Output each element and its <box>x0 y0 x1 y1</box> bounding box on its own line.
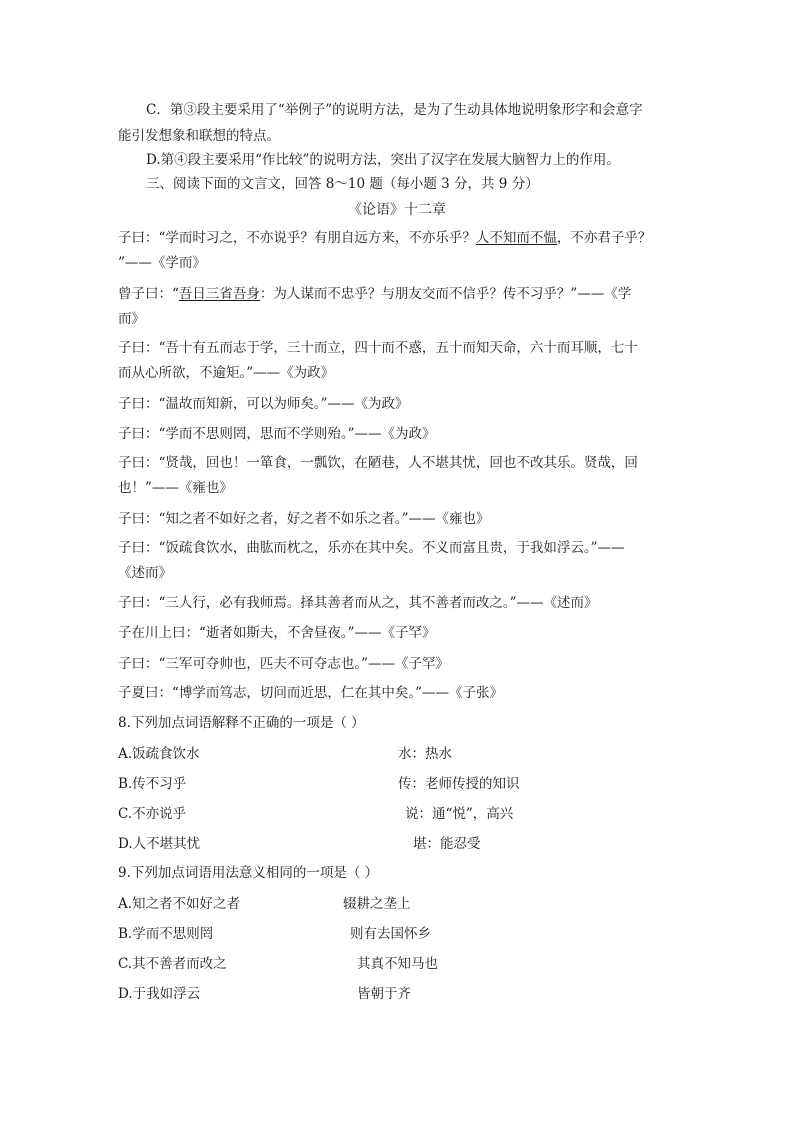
question-8-option-c: C.不亦说乎 <box>118 806 187 822</box>
passage-title: 《论语》十二章 <box>348 202 446 218</box>
question-9-option-a-compare: 辍耕之垄上 <box>343 896 411 912</box>
passage-2-underlined: 吾日三省吾身 <box>178 286 260 302</box>
passage-3-line2: 而从心所欲，不逾矩。”——《为政》 <box>118 365 335 381</box>
passage-4: 子曰：“温故而知新，可以为师矣。”——《为政》 <box>118 396 409 412</box>
passage-1-text-b: ，不亦君子乎？ <box>556 230 652 246</box>
passage-2-text-b: ：为人谋而不忠乎？与朋友交而不信乎？传不习乎？”——《学 <box>259 286 632 302</box>
question-8-option-b: B.传不习乎 <box>118 776 187 792</box>
question-9-option-c: C.其不善者而改之 <box>118 956 227 972</box>
passage-10: 子在川上曰：“逝者如斯夫，不舍昼夜。”——《子罕》 <box>118 625 436 641</box>
passage-1-underlined: 人不知而不愠 <box>475 230 557 246</box>
question-8-option-b-gloss: 传：老师传授的知识 <box>398 776 520 792</box>
question-9-option-b-compare: 则有去国怀乡 <box>350 926 431 942</box>
passage-7: 子曰：“知之者不如好之者，好之者不如乐之者。”——《雍也》 <box>118 511 490 527</box>
passage-2-line1 <box>118 285 631 303</box>
passage-11: 子曰：“三军可夺帅也，匹夫不可夺志也。”——《子罕》 <box>118 656 450 672</box>
question-9-option-d: D.于我如浮云 <box>118 986 201 1002</box>
question-8-option-a: A.饭疏食饮水 <box>118 746 200 762</box>
passage-5: 子曰：“学而不思则罔，思而不学则殆。”——《为政》 <box>118 426 436 442</box>
passage-6-line1: 子曰：“贤哉，回也！一箪食，一瓢饮，在陋巷，人不堪其忧，回也不改其乐。贤哉，回 <box>118 455 638 471</box>
passage-9: 子曰：“三人行，必有我师焉。择其善者而从之，其不善者而改之。”——《述而》 <box>118 595 598 611</box>
question-8-option-d-gloss: 堪：能忍受 <box>413 836 481 852</box>
passage-6-line2: 也！”——《雍也》 <box>118 480 233 496</box>
passage-1-line2: ”——《学而》 <box>118 255 206 271</box>
question-9-option-b: B.学而不思则罔 <box>118 926 214 942</box>
question-9-option-a: A.知之者不如好之者 <box>118 896 241 912</box>
question-9-stem: 9.下列加点词语用法意义相同的一项是（ ） <box>118 865 379 881</box>
option-c-line1: C．第③段主要采用了“举例子”的说明方法，是为了生动具体地说明象形字和会意字 <box>146 102 643 118</box>
question-9-option-c-compare: 其真不知马也 <box>357 956 438 972</box>
question-8-stem: 8.下列加点词语解释不正确的一项是（ ） <box>118 715 365 731</box>
option-d-line: D.第④段主要采用“作比较”的说明方法，突出了汉字在发展大脑智力上的作用。 <box>146 152 620 168</box>
passage-2-line2: 而》 <box>118 311 145 327</box>
section3-heading: 三、阅读下面的文言文，回答 8～10 题（每小题 3 分，共 9 分） <box>146 176 539 192</box>
question-9-option-d-compare: 皆朝于齐 <box>357 986 411 1002</box>
passage-8-line2: 《述而》 <box>118 565 172 581</box>
question-8-option-a-gloss: 水：热水 <box>398 746 452 762</box>
option-c-line2: 能引发想象和联想的特点。 <box>118 128 280 144</box>
passage-2-text-a: 曾子曰：“ <box>118 286 179 302</box>
passage-1-line1 <box>118 229 651 247</box>
passage-12: 子夏曰：“博学而笃志，切问而近思，仁在其中矣。”——《子张》 <box>118 685 504 701</box>
question-8-option-c-gloss: 说：通“悦”，高兴 <box>405 806 514 822</box>
passage-8-line1: 子曰：“饭疏食饮水，曲肱而枕之，乐亦在其中矣。不义而富且贵，于我如浮云。”—— <box>118 540 625 556</box>
passage-1-text-a: 子曰：“学而时习之，不亦说乎？有朋自远方来，不亦乐乎？ <box>118 230 476 246</box>
question-8-option-d: D.人不堪其忧 <box>118 836 201 852</box>
passage-3-line1: 子曰：“吾十有五而志于学，三十而立，四十而不惑，五十而知天命，六十而耳顺，七十 <box>118 340 638 356</box>
